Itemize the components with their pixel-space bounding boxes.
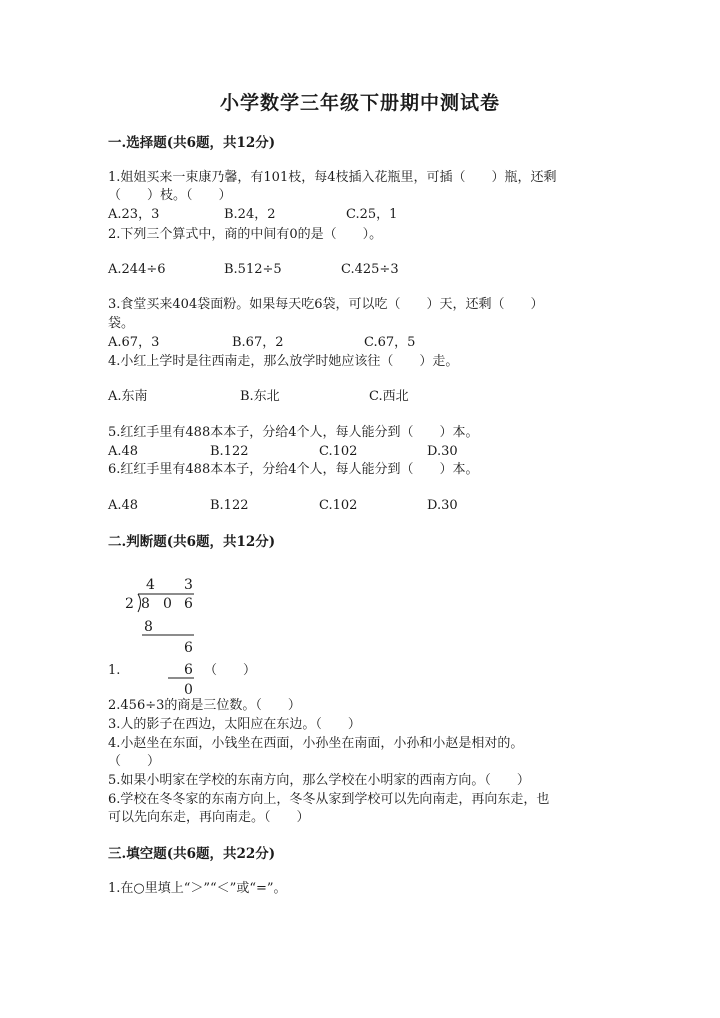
judge-q1-answer-paren: （ ）: [204, 663, 257, 678]
judge-q4-line1: 4.小赵坐在东面，小钱坐在西面，小孙坐在南面，小孙和小赵是相对的。: [108, 736, 524, 751]
choice-q1-option-b: B.24，2: [224, 207, 276, 222]
dividend-digit-2: 0: [163, 596, 172, 612]
choice-q4-text: 4.小红上学时是往西南走，那么放学时她应该往（ ）走。: [108, 354, 459, 369]
judge-q4-line2: （ ）: [108, 754, 161, 769]
choice-q4-option-a: A.东南: [108, 389, 148, 404]
choice-q2-option-a: A.244÷6: [108, 262, 166, 277]
choice-q5-option-d: D.30: [427, 444, 458, 459]
choice-q4-option-b: B.东北: [240, 389, 280, 404]
choice-q3-line1: 3.食堂买来404袋面粉。如果每天吃6袋，可以吃（ ）天，还剩（ ）: [108, 297, 544, 312]
choice-q3-line2: 袋。: [108, 316, 135, 331]
choice-q6-option-a: A.48: [108, 498, 139, 513]
divisor: 2: [125, 596, 134, 612]
choice-q1-line2: （ ）枝。（ ）: [108, 188, 232, 203]
judge-q6-line2: 可以先向东走，再向南走。（ ）: [108, 810, 310, 825]
choice-q5-text: 5.红红手里有488本本子，分给4个人，每人能分到（ ）本。: [108, 425, 479, 440]
choice-q3-option-c: C.67，5: [364, 335, 416, 350]
section-heading-fill: 三.填空题(共6题，共22分): [108, 846, 276, 862]
choice-q6-option-c: C.102: [319, 498, 358, 513]
choice-q3-option-b: B.67，2: [232, 335, 284, 350]
choice-q6-option-b: B.122: [210, 498, 249, 513]
choice-q2-text: 2.下列三个算式中，商的中间有0的是（ ）。: [108, 227, 383, 242]
dividend-digit-1: 8: [141, 596, 150, 612]
choice-q5-option-c: C.102: [319, 444, 358, 459]
division-step-1: 8: [144, 619, 153, 635]
choice-q3-option-a: A.67，3: [108, 335, 160, 350]
dividend-digit-3: 6: [184, 596, 193, 612]
choice-q2-option-c: C.425÷3: [341, 262, 399, 277]
choice-q4-option-c: C.西北: [369, 389, 409, 404]
division-remainder: 0: [184, 682, 193, 698]
quotient-digit-1: 4: [146, 577, 155, 593]
fill-q1: 1.在○里填上“＞”“＜”或“=”。: [108, 881, 287, 896]
choice-q6-text: 6.红红手里有488本本子，分给4个人，每人能分到（ ）本。: [108, 462, 479, 477]
choice-q5-option-a: A.48: [108, 444, 139, 459]
judge-q5: 5.如果小明家在学校的东南方向，那么学校在小明家的西南方向。（ ）: [108, 773, 530, 788]
judge-q3: 3.人的影子在西边，太阳应在东边。（ ）: [108, 717, 361, 732]
choice-q1-option-a: A.23，3: [108, 207, 160, 222]
choice-q2-option-b: B.512÷5: [224, 262, 282, 277]
choice-q1-option-c: C.25，1: [346, 207, 398, 222]
quotient-digit-2: 3: [184, 577, 193, 593]
judge-q2: 2.456÷3的商是三位数。（ ）: [108, 698, 301, 713]
judge-q1-label: 1.: [108, 663, 121, 678]
choice-q5-option-b: B.122: [210, 444, 249, 459]
division-step-3: 6: [184, 662, 193, 678]
judge-q6-line1: 6.学校在冬冬家的东南方向上，冬冬从家到学校可以先向南走，再向东走，也: [108, 792, 550, 807]
division-step-2: 6: [184, 640, 193, 656]
section-heading-choice: 一.选择题(共6题，共12分): [108, 135, 276, 151]
choice-q6-option-d: D.30: [427, 498, 458, 513]
page-title: 小学数学三年级下册期中测试卷: [219, 92, 500, 114]
section-heading-judge: 二.判断题(共6题，共12分): [108, 534, 276, 550]
choice-q1-line1: 1.姐姐买来一束康乃馨，有101枝，每4枝插入花瓶里，可插（ ）瓶，还剩: [108, 170, 557, 185]
